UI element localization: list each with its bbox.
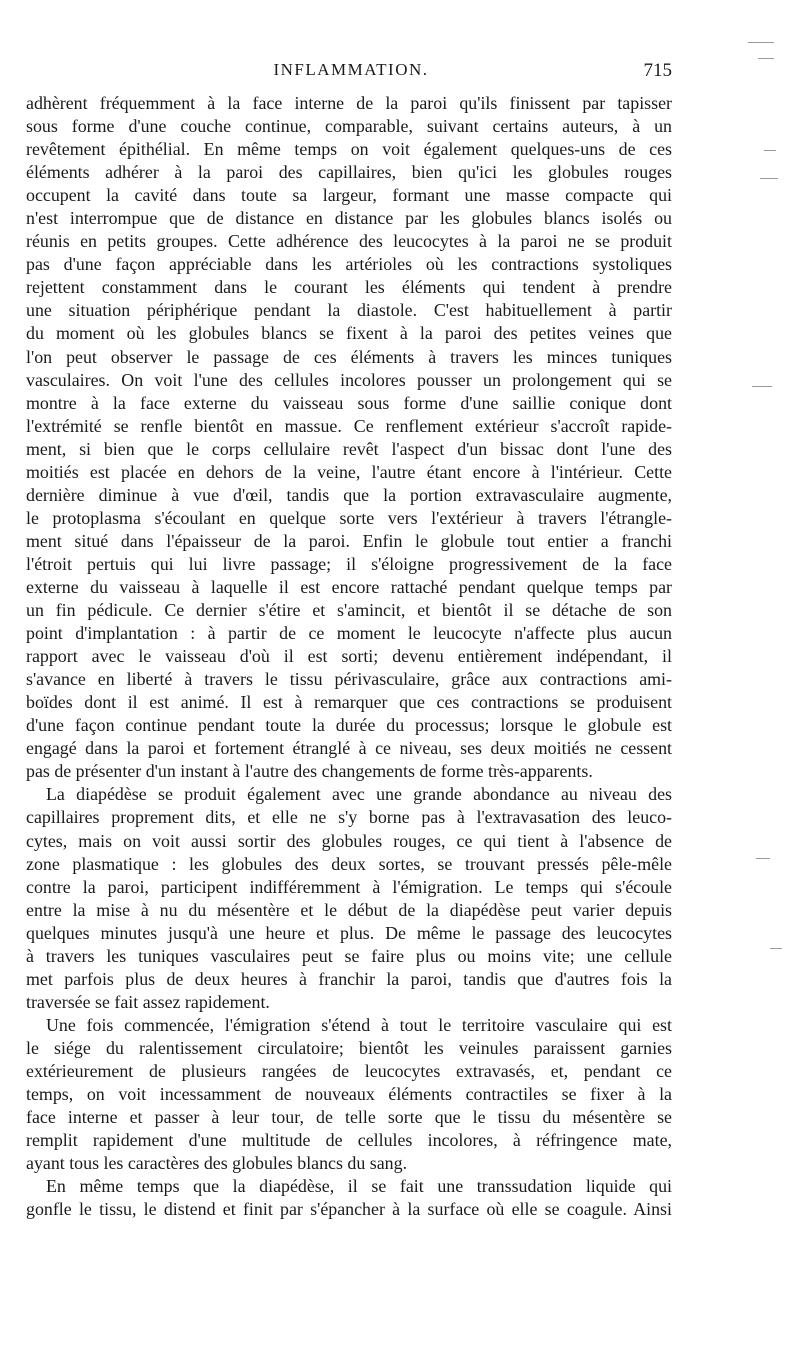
text-line: pas d'une façon appréciable dans les artérioles où les contractions systoliques bbox=[26, 254, 672, 275]
scan-mark bbox=[764, 150, 776, 151]
text-line: gonfle le tissu, le distend et finit par s'épancher à la surface où elle se coagule. Ainsi bbox=[26, 1199, 672, 1220]
text-line: moitiés est placée en dehors de la veine, l'autre étant encore à l'intérieur. Cette bbox=[26, 461, 672, 482]
text-line: face interne et passer à leur tour, de telle sorte que le tissu du mésentère se bbox=[26, 1107, 672, 1128]
paragraph-first-line: La diapédèse se produit également avec une grande abondance au niveau des bbox=[46, 784, 672, 805]
text-line: dernière diminue à vue d'œil, tandis que la portion extravasculaire augmente, bbox=[26, 484, 672, 505]
text-line: sous forme d'une couche continue, comparable, suivant certains auteurs, à un bbox=[26, 116, 672, 137]
paragraph-first-line: Une fois commencée, l'émigration s'étend à tout le territoire vasculaire qui est bbox=[46, 1014, 672, 1035]
scan-mark bbox=[770, 948, 782, 949]
scan-mark bbox=[752, 386, 772, 387]
text-line: le siége du ralentissement circulatoire; bientôt les veinules paraissent garnies bbox=[26, 1037, 672, 1058]
scan-mark bbox=[758, 58, 774, 59]
scan-mark bbox=[756, 858, 770, 859]
text-line: rejettent constamment dans le courant les éléments qui tendent à prendre bbox=[26, 277, 672, 298]
text-line: l'on peut observer le passage de ces éléments à travers les minces tuniques bbox=[26, 346, 672, 367]
text-line: du moment où les globules blancs se fixent à la paroi des petites veines que bbox=[26, 323, 672, 344]
text-line: éléments adhérer à la paroi des capillaires, bien qu'ici les globules rouges bbox=[26, 162, 672, 183]
text-line: occupent la cavité dans toute sa largeur, formant une masse compacte qui bbox=[26, 185, 672, 206]
text-line: pas de présenter d'un instant à l'autre des changements de forme très-apparents. bbox=[26, 761, 593, 782]
text-line: montre à la face externe du vaisseau sous forme d'une saillie conique dont bbox=[26, 392, 672, 413]
text-line: temps, on voit incessamment de nouveaux éléments contractiles se fixer à la bbox=[26, 1084, 672, 1105]
page-number: 715 bbox=[643, 60, 672, 81]
text-line: réunis en petits groupes. Cette adhérence des leucocytes à la paroi ne se produit bbox=[26, 231, 672, 252]
text-line: met parfois plus de deux heures à franchir la paroi, tandis que d'autres fois la bbox=[26, 968, 672, 989]
text-line: d'une façon continue pendant toute la durée du processus; lorsque le globule est bbox=[26, 715, 672, 736]
text-line: n'est interrompue que de distance en distance par les globules blancs isolés ou bbox=[26, 208, 672, 229]
margin-scan-artifacts bbox=[730, 0, 800, 1366]
text-line: entre la mise à nu du mésentère et le début de la diapédèse peut varier depuis bbox=[26, 899, 672, 920]
text-line: engagé dans la paroi et fortement étranglé à ce niveau, ses deux moitiés ne cessent bbox=[26, 738, 672, 759]
text-line: l'extrémité se renfle bientôt en massue. Ce renflement extérieur s'accroît rapide- bbox=[26, 415, 672, 436]
text-line: capillaires proprement dits, et elle ne s'y borne pas à l'extravasation des leuco- bbox=[26, 807, 672, 828]
text-line: traversée se fait assez rapidement. bbox=[26, 991, 270, 1012]
body-text bbox=[26, 92, 672, 1221]
text-line: vasculaires. On voit l'une des cellules incolores pousser un prolongement qui se bbox=[26, 369, 672, 390]
text-line: une situation périphérique pendant la diastole. C'est habituellement à partir bbox=[26, 300, 672, 321]
running-head bbox=[30, 60, 672, 86]
text-line: point d'implantation : à partir de ce moment le leucocyte n'affecte plus aucun bbox=[26, 623, 672, 644]
text-line: remplit rapidement d'une multitude de cellules incolores, à réfringence mate, bbox=[26, 1130, 672, 1151]
scan-mark bbox=[760, 178, 778, 179]
text-line: adhèrent fréquemment à la face interne de la paroi qu'ils finissent par tapisser bbox=[26, 93, 672, 113]
text-line: cytes, mais on voit aussi sortir des globules rouges, ce qui tient à l'absence de bbox=[26, 830, 672, 851]
text-line: boïdes dont il est animé. Il est à remarquer que ces contractions se produisent bbox=[26, 692, 672, 713]
text-line: s'avance en liberté à travers le tissu périvasculaire, grâce aux contractions ami- bbox=[26, 669, 672, 690]
text-line: revêtement épithélial. En même temps on voit également quelques-uns de ces bbox=[26, 139, 672, 160]
text-line: contre la paroi, participent indifféremment à l'émigration. Le temps qui s'écoule bbox=[26, 876, 672, 897]
text-line: ayant tous les caractères des globules blancs du sang. bbox=[26, 1153, 408, 1174]
running-title: INFLAMMATION. bbox=[273, 60, 429, 79]
text-line: externe du vaisseau à laquelle il est encore rattaché pendant quelque temps par bbox=[26, 576, 672, 597]
text-line: le protoplasma s'écoulant en quelque sorte vers l'extérieur à travers l'étrangle- bbox=[26, 507, 672, 528]
paragraph-first-line: En même temps que la diapédèse, il se fait une transsudation liquide qui bbox=[46, 1176, 672, 1197]
scan-mark bbox=[748, 42, 774, 43]
text-line: extérieurement de plusieurs rangées de leucocytes extravasés, et, pendant ce bbox=[26, 1060, 672, 1081]
text-line: ment situé dans l'épaisseur de la paroi. Enfin le globule tout entier a franchi bbox=[26, 530, 672, 551]
text-line: rapport avec le vaisseau d'où il est sorti; devenu entièrement indépendant, il bbox=[26, 646, 672, 667]
text-line: l'étroit pertuis qui lui livre passage; il s'éloigne progressivement de la face bbox=[26, 553, 672, 574]
text-line: un fin pédicule. Ce dernier s'étire et s'amincit, et bientôt il se détache de son bbox=[26, 600, 672, 621]
text-line: ment, si bien que le corps cellulaire revêt l'aspect d'un bissac dont l'une des bbox=[26, 438, 672, 459]
text-line: quelques minutes jusqu'à une heure et plus. De même le passage des leucocytes bbox=[26, 922, 672, 943]
text-line: zone plasmatique : les globules des deux sortes, se trouvant pressés pêle-mêle bbox=[26, 853, 672, 874]
text-line: à travers les tuniques vasculaires peut se faire plus ou moins vite; une cellule bbox=[26, 945, 672, 966]
